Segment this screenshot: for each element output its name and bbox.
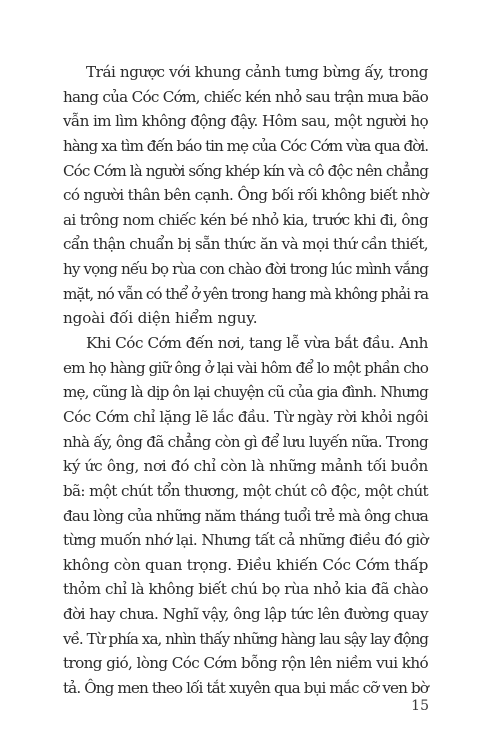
text-line: ngoài đối diện hiểm nguy. bbox=[63, 309, 258, 328]
text-line: bã: một chút tổn thương, một chút cô độc, một chút bbox=[63, 481, 428, 500]
text-line: đau lòng của những năm tháng tuổi trẻ mà ông chưa bbox=[63, 506, 428, 525]
text-line: hy vọng nếu bọ rùa con chào đời trong lúc mình vắng bbox=[63, 260, 428, 279]
text-line: thỏm chỉ là không biết chú bọ rùa nhỏ kia đã chào bbox=[63, 580, 428, 599]
text-line: Cóc Cớm là người sống khép kín và cô độc nên chẳng bbox=[63, 161, 428, 180]
text-line: vẫn im lìm không động đậy. Hôm sau, một người họ bbox=[63, 112, 428, 131]
text-line: mặt, nó vẫn có thể ở yên trong hang mà không phải ra bbox=[63, 284, 428, 303]
text-line: Trái ngược với khung cảnh tưng bừng ấy, trong bbox=[86, 63, 428, 81]
text-line: trong gió, lòng Cóc Cớm bỗng rộn lên niềm vui khó bbox=[63, 654, 428, 673]
text-line: cẩn thận chuẩn bị sẵn thức ăn và mọi thứ cần thiết, bbox=[63, 235, 428, 254]
page-number: 15 bbox=[411, 698, 429, 714]
text-line: hàng xa tìm đến báo tin mẹ của Cóc Cớm vừa qua đời. bbox=[63, 136, 428, 155]
text-line: nhà ấy, ông đã chẳng còn gì để lưu luyến nữa. Trong bbox=[63, 432, 428, 451]
text-line: Khi Cóc Cớm đến nơi, tang lễ vừa bắt đầu. Anh bbox=[86, 334, 428, 353]
text-line: có người thân bên cạnh. Ông bối rối không biết nhờ bbox=[63, 186, 428, 205]
text-line: không còn quan trọng. Điều khiến Cóc Cớm thấp bbox=[63, 555, 428, 574]
paragraph-1 bbox=[63, 60, 428, 331]
text-line: tả. Ông men theo lối tắt xuyên qua bụi mắc cỡ ven bờ bbox=[63, 679, 428, 698]
text-line: mẹ, cũng là dịp ôn lại chuyện cũ của gia đình. Nhưng bbox=[63, 383, 428, 402]
text-line: Cóc Cớm chỉ lặng lẽ lắc đầu. Từ ngày rời khỏi ngôi bbox=[63, 407, 428, 426]
paragraph-2 bbox=[63, 331, 428, 701]
text-line: em họ hàng giữ ông ở lại vài hôm để lo một phần cho bbox=[63, 358, 428, 377]
text-line: ký ức ông, nơi đó chỉ còn là những mảnh tối buồn bbox=[63, 457, 428, 476]
text-line: từng muốn nhớ lại. Nhưng tất cả những điều đó giờ bbox=[63, 531, 428, 550]
text-line: hang của Cóc Cớm, chiếc kén nhỏ sau trận mưa bão bbox=[63, 87, 428, 106]
body-text bbox=[63, 60, 428, 701]
text-line: đời hay chưa. Nghĩ vậy, ông lập tức lên đường quay bbox=[63, 605, 428, 624]
text-line: về. Từ phía xa, nhìn thấy những hàng lau sậy lay động bbox=[63, 629, 428, 648]
text-line: ai trông nom chiếc kén bé nhỏ kia, trước khi đi, ông bbox=[63, 210, 428, 229]
